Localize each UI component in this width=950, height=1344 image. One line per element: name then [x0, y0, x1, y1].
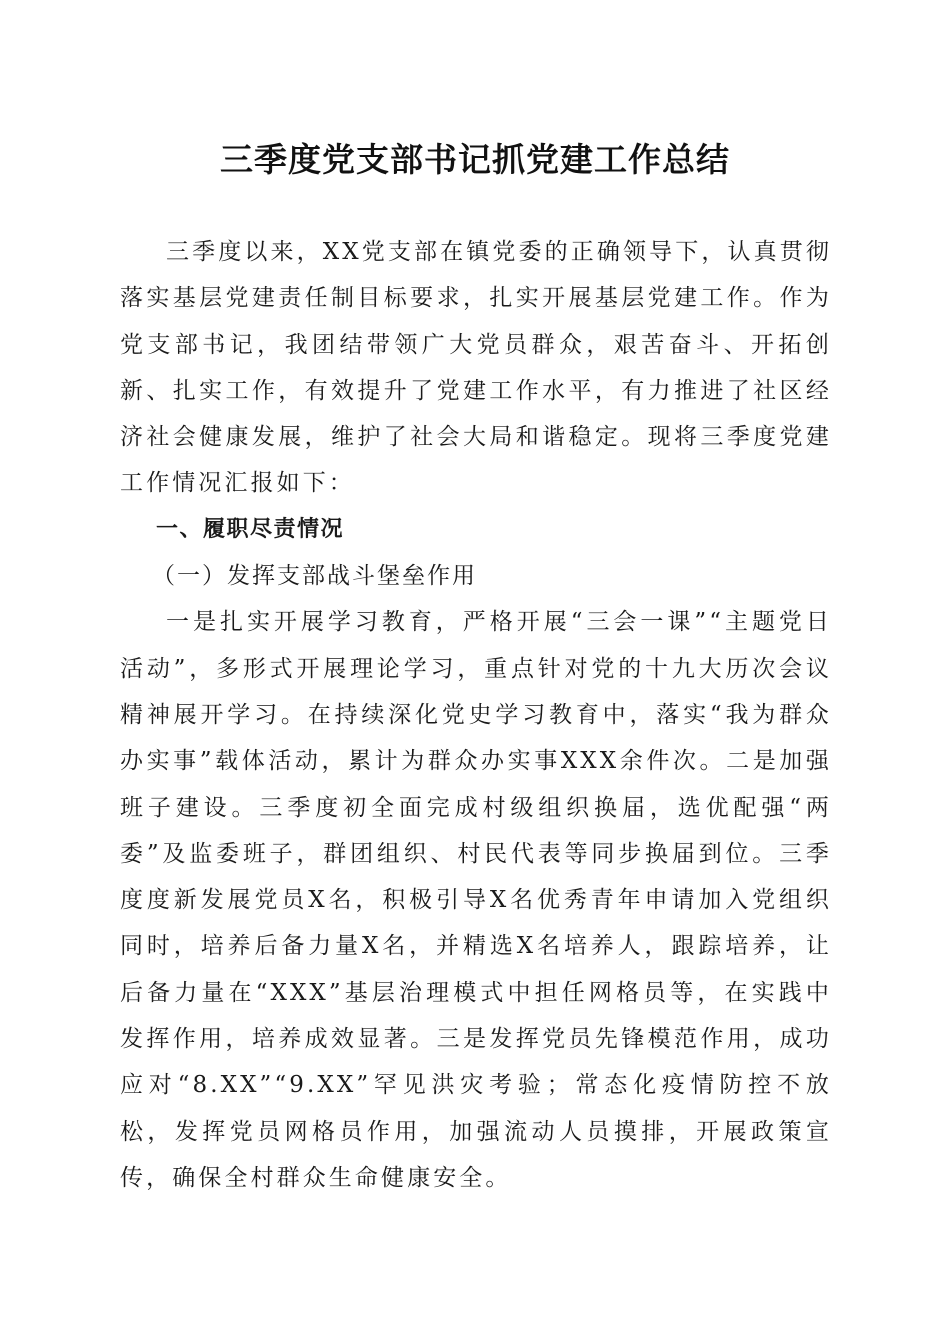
intro-paragraph: 三季度以来，XX党支部在镇党委的正确领导下，认真贯彻落实基层党建责任制目标要求，扎实开展基层党建工作。作为党支部书记，我团结带领广大党员群众，艰苦奋斗、开拓创新、扎实工作，有效提升了党建工作水平，有力推进了社区经济社会健康发展，维护了社会大局和谐稳定。现将三季度党建工作情况汇报如下：	[120, 239, 832, 497]
document-body	[120, 229, 832, 1201]
section-heading: 一、履职尽责情况	[156, 516, 345, 542]
document-title: 三季度党支部书记抓党建工作总结	[220, 140, 730, 179]
subsection-paragraph: 一是扎实开展学习教育，严格开展“三会一课”“主题党日活动”，多形式开展理论学习，重点针对党的十九大历次会议精神展开学习。在持续深化党史学习教育中，落实“我为群众办实事”载体活动，累计为群众办实事XXX余件次。二是加强班子建设。三季度初全面完成村级组织换届，选优配强“两委”及监委班子，群团组织、村民代表等同步换届到位。三季度度新发展党员X名，积极引导X名优秀青年申请加入党组织同时，培养后备力量X名，并精选X名培养人，跟踪培养，让后备力量在“XXX”基层治理模式中担任网格员等，在实践中发挥作用，培养成效显著。三是发挥党员先锋模范作用，成功应对“8.XX”“9.XX”罕见洪灾考验；常态化疫情防控不放松，发挥党员网格员作用，加强流动人员摸排，开展政策宣传，确保全村群众生命健康安全。	[120, 609, 832, 1191]
subsection-heading: （一）发挥支部战斗堡垒作用	[152, 563, 477, 590]
